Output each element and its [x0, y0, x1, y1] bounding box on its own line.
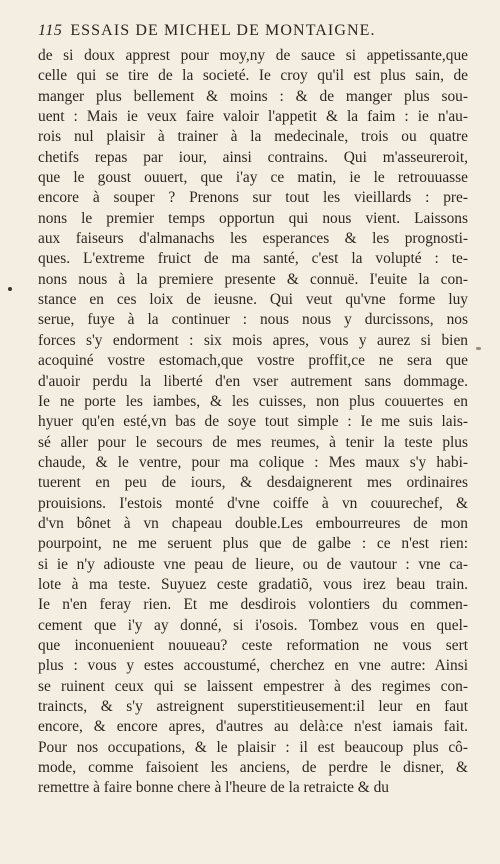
text-line: stance en ces loix de ieusne. Qui veut qu'vne forme luy	[38, 291, 468, 309]
page-number: 115	[38, 22, 63, 39]
text-line: forces s'y endorment : six mois apres, vous y aurez si bien	[38, 331, 468, 349]
text-line: prouisions. I'estois monté d'vne coiffe à vn couurechef, &	[38, 494, 468, 512]
text-line: d'vn bônet à vn chapeau double.Les embourreures de mon	[38, 514, 468, 532]
page-header	[38, 22, 468, 44]
text-line: d'auoir perdu la liberté d'en vser autrement sans dommage.	[38, 372, 468, 390]
text-line: manger plus bellement & moins : & de manger plus sou-	[38, 87, 468, 105]
text-line: mode, comme faisoient les anciens, de perdre le disner, &	[38, 759, 468, 777]
text-line: nons nous à la premiere presente & connuë. I'euite la con-	[38, 270, 468, 288]
ink-spot	[8, 287, 12, 291]
text-line: nons le premier temps opportun qui nous vient. Laissons	[38, 209, 468, 227]
text-line: serue, fuye à la continuer : nous nous y durcissons, nos	[38, 311, 468, 329]
text-line: Ie ne porte les iambes, & les cuisses, non plus couuertes en	[38, 392, 468, 410]
text-line: ques. L'extreme fruict de ma santé, c'est la volupté : te-	[38, 250, 468, 268]
running-head: ESSAIS DE MICHEL DE MONTAIGNE.	[70, 22, 376, 39]
text-line: traincts, & s'y astreignent superstitieusement:il leur en faut	[38, 698, 468, 715]
text-line: acoquiné vostre estomach,que vostre proffit,ce ne sera que	[38, 352, 468, 370]
text-line: tuerent en peu de iours, & desdaignerent mes ordinaires	[38, 474, 468, 492]
text-line: encore à souper ? Prenons sur tout les vieillards : pre-	[38, 189, 468, 207]
text-line: de si doux apprest pour moy,ny de sauce si appetissante,que	[38, 47, 468, 64]
text-line: remettre à faire bonne chere à l'heure de la retraicte & du	[38, 779, 389, 797]
text-line: se ruinent ceux qui se laissent empestrer à des regimes con-	[38, 677, 468, 695]
text-line: rois nul plaisir à trainer à la medecinale, trois ou quatre	[38, 128, 468, 146]
text-line: si ie n'y adiouste vne peau de lieure, ou de vautour : vne ca-	[38, 555, 468, 573]
text-line: hyuer qu'en esté,vn bas de soye tout simple : Ie me suis lais-	[38, 413, 468, 431]
text-line: chetifs repas par iour, ainsi contrains. Qui m'asseureroit,	[38, 148, 468, 166]
text-line: cement que i'y ay donné, si i'osois. Tombez vous en quel-	[38, 616, 468, 634]
text-line: aux faiseurs d'almanachs les esperances & les prognosti-	[38, 230, 468, 248]
text-line: pourpoint, ne me seruent plus que de galbe : ce n'est rien:	[38, 535, 468, 553]
text-line: encore, & encore apres, d'autres au delà:ce n'est iamais fait.	[38, 718, 468, 736]
text-line: celle qui se tire de la societé. Ie croy qu'il est plus sain, de	[38, 67, 468, 85]
body-text	[38, 46, 468, 799]
text-line: sé aller pour le secours de mes reumes, à tenir la teste plus	[38, 433, 468, 451]
text-line: chaude, & le ventre, pour ma colique : Mes maux s'y habi-	[38, 453, 468, 471]
text-line: plus : vous y estes accoustumé, cherchez en vne autre: Ainsi	[38, 657, 468, 675]
text-line: uent : Mais ie veux faire valoir l'appetit & la faim : ie n'au-	[38, 108, 468, 126]
ink-mark	[476, 347, 481, 350]
text-line: Pour nos occupations, & le plaisir : il est beaucoup plus cô-	[38, 738, 468, 756]
text-line: que le goust ouuert, que i'ay ce matin, ie le retrouuasse	[38, 169, 468, 187]
text-line: lote à ma teste. Suyuez ceste gradatiõ, vous irez beau train.	[38, 575, 468, 593]
text-line: que inconuenient nouueau? ceste reformation ne vous sert	[38, 636, 468, 654]
text-line: Ie n'en feray rien. Et me desdirois volontiers du commen-	[38, 596, 468, 614]
